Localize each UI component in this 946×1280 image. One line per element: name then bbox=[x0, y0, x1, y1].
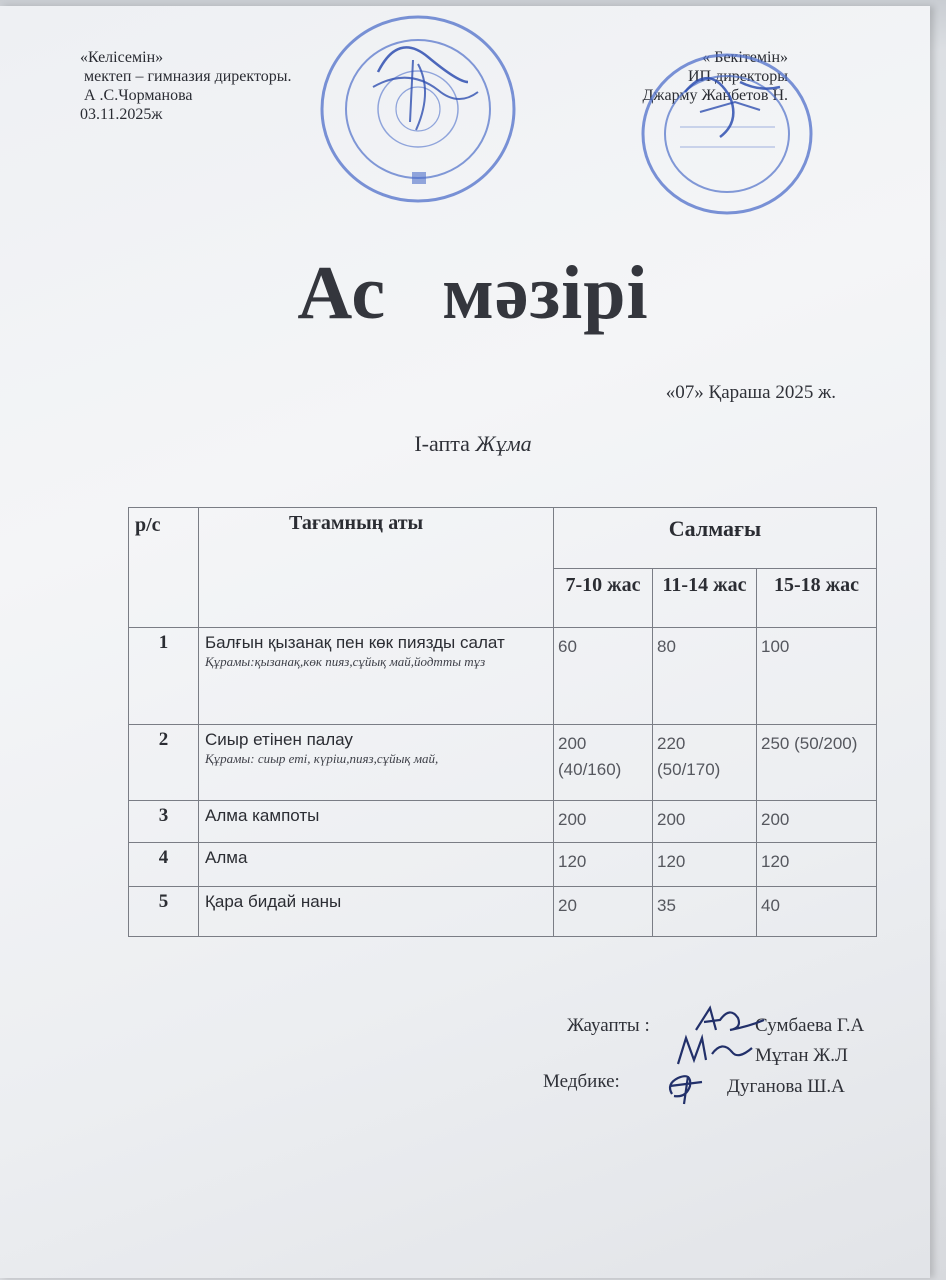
table-row bbox=[129, 887, 877, 937]
weight-7-10: 200 bbox=[554, 801, 653, 843]
table-row bbox=[129, 843, 877, 887]
dish-name: Сиыр етінен палау bbox=[205, 730, 353, 749]
nurse-name: Дуганова Ш.А bbox=[727, 1076, 845, 1097]
age-11-14: 11-14 жас bbox=[653, 569, 757, 628]
weight-11-14: 220 (50/170) bbox=[653, 725, 757, 801]
weight-11-14: 80 bbox=[653, 628, 757, 725]
table-row bbox=[129, 628, 877, 725]
dish-name: Балғын қызанақ пен көк пиязды салат bbox=[205, 633, 505, 652]
dish-cell bbox=[199, 843, 554, 887]
weight-15-18: 120 bbox=[757, 843, 877, 887]
weight-11-14: 35 bbox=[653, 887, 757, 937]
dish-cell bbox=[199, 725, 554, 801]
row-number: 2 bbox=[129, 725, 199, 801]
weight-7-10: 200 (40/160) bbox=[554, 725, 653, 801]
day-label: Жұма bbox=[475, 431, 532, 456]
row-number: 4 bbox=[129, 843, 199, 887]
menu-table bbox=[128, 507, 877, 937]
weight-15-18: 40 bbox=[757, 887, 877, 937]
age-7-10: 7-10 жас bbox=[554, 569, 653, 628]
row-number: 3 bbox=[129, 801, 199, 843]
responsible-label: Жауапты : bbox=[567, 1015, 650, 1036]
confirmer-name: Джарму Жанбетов Н. bbox=[642, 87, 788, 104]
dish-cell bbox=[199, 801, 554, 843]
confirm-label: « Бекітемін» bbox=[702, 49, 788, 66]
weight-7-10: 60 bbox=[554, 628, 653, 725]
age-15-18: 15-18 жас bbox=[757, 569, 877, 628]
table-header-row bbox=[129, 508, 877, 569]
week-label: I-апта bbox=[414, 431, 470, 456]
table-row bbox=[129, 801, 877, 843]
approval-block-left bbox=[80, 48, 292, 124]
approval-date: 03.11.2025ж bbox=[80, 106, 163, 123]
nurse-label: Медбике: bbox=[543, 1071, 620, 1092]
confirmer-position: ИП директоры bbox=[687, 68, 788, 85]
dish-composition: Құрамы:қызанақ,көк пияз,сұйық май,йодтты тұз bbox=[205, 654, 486, 669]
approver-name: А .С.Чорманова bbox=[84, 87, 193, 104]
weight-15-18: 100 bbox=[757, 628, 877, 725]
weight-15-18: 200 bbox=[757, 801, 877, 843]
dish-name: Қара бидай наны bbox=[205, 892, 342, 911]
dish-name: Алма bbox=[205, 848, 248, 867]
responsible-name-1: Сумбаева Г.А bbox=[755, 1015, 865, 1036]
col-header-dish: Тағамның аты bbox=[199, 508, 554, 628]
weight-7-10: 120 bbox=[554, 843, 653, 887]
col-header-weight: Салмағы bbox=[554, 508, 877, 569]
row-number: 1 bbox=[129, 628, 199, 725]
approver-position: мектеп – гимназия директоры. bbox=[84, 68, 292, 85]
col-header-number: р/с bbox=[129, 508, 199, 628]
row-number: 5 bbox=[129, 887, 199, 937]
dish-composition: Құрамы: сиыр еті, күріш,пияз,сұйық май, bbox=[205, 751, 439, 766]
page-title: Ас мәзірі bbox=[297, 251, 649, 335]
dish-cell bbox=[199, 887, 554, 937]
menu-date: «07» Қараша 2025 ж. bbox=[665, 382, 836, 403]
approval-label: «Келісемін» bbox=[80, 49, 164, 66]
weight-11-14: 200 bbox=[653, 801, 757, 843]
dish-cell bbox=[199, 628, 554, 725]
official-seal-right bbox=[640, 52, 815, 217]
weight-15-18: 250 (50/200) bbox=[757, 725, 877, 801]
dish-name: Алма кампоты bbox=[205, 806, 320, 825]
table-row bbox=[129, 725, 877, 801]
responsible-name-2: Мұтан Ж.Л bbox=[755, 1045, 848, 1066]
week-day-heading bbox=[0, 431, 946, 457]
official-seal-left bbox=[318, 12, 518, 207]
weight-11-14: 120 bbox=[653, 843, 757, 887]
handwritten-signature-3 bbox=[662, 1064, 712, 1106]
weight-7-10: 20 bbox=[554, 887, 653, 937]
